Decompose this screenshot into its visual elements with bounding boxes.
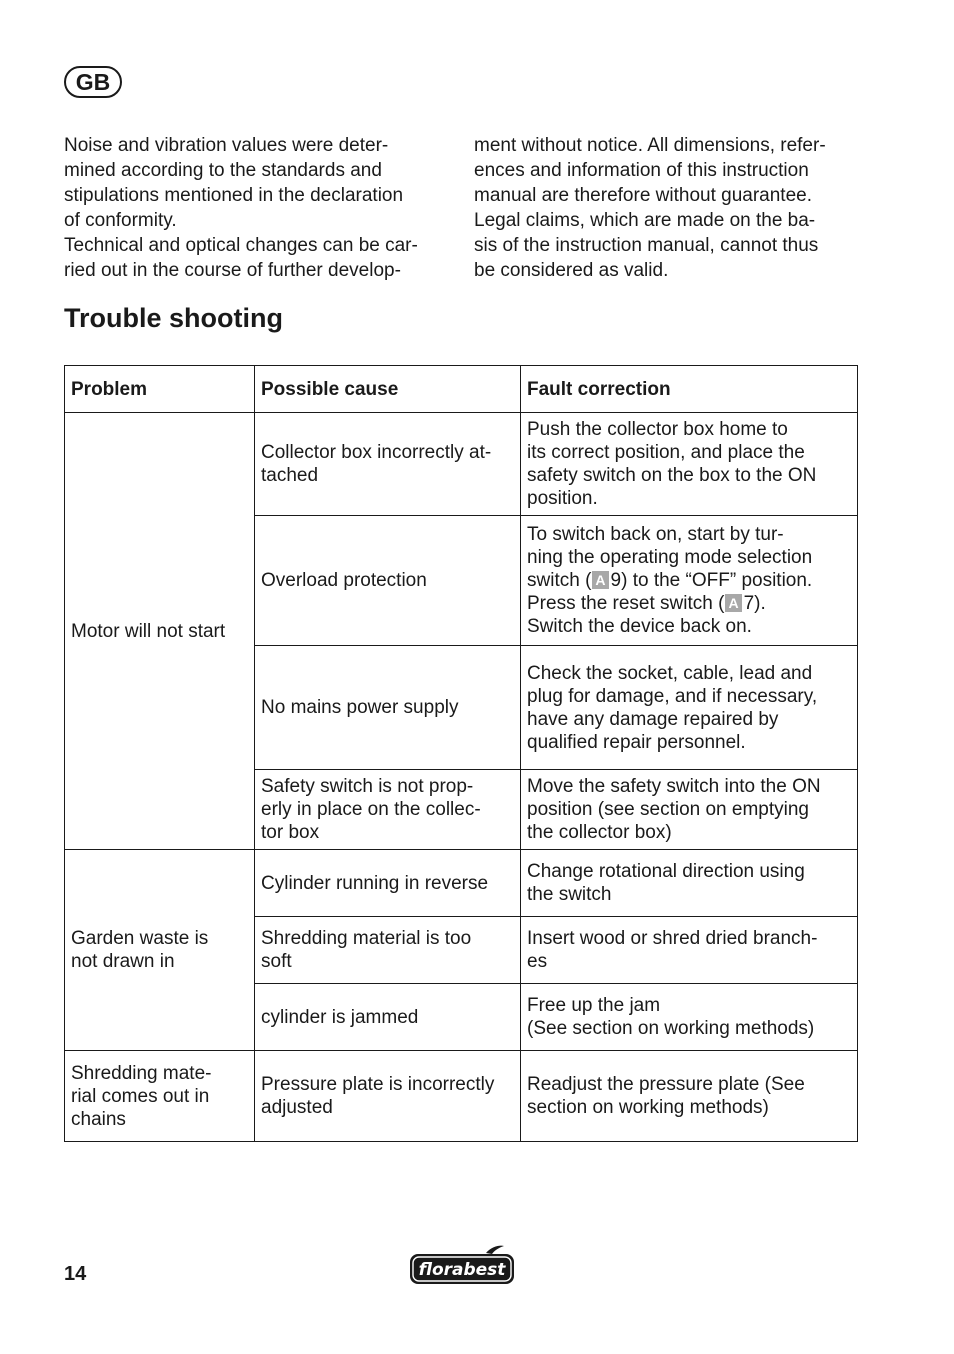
cause-cell: Collector box incorrectly at- tached	[255, 413, 521, 516]
figure-a-reference-icon: A	[725, 594, 741, 612]
intro-right-column	[474, 133, 866, 283]
table-row	[65, 413, 858, 516]
intro-line: Technical and optical changes can be car-	[64, 235, 418, 256]
troubleshooting-table	[64, 365, 858, 1142]
problem-cell: Motor will not start	[65, 413, 255, 850]
logo-leaf-icon	[486, 1246, 504, 1254]
intro-line: mined according to the standards and	[64, 160, 382, 181]
correction-line: Switch the device back on.	[527, 616, 752, 637]
correction-cell: Check the socket, cable, lead and plug for damage, and if necessary, have any damage repaired by qualified repair personnel.	[521, 646, 858, 770]
correction-cell: Insert wood or shred dried branch- es	[521, 917, 858, 984]
correction-cell	[521, 516, 858, 646]
table-row	[65, 1051, 858, 1142]
problem-cell: Shredding mate- rial comes out in chains	[65, 1051, 255, 1142]
section-title: Trouble shooting	[64, 303, 283, 333]
cause-cell: No mains power supply	[255, 646, 521, 770]
intro-line: sis of the instruction manual, cannot thus	[474, 235, 819, 256]
correction-line	[527, 592, 851, 615]
correction-line: ning the operating mode selection	[527, 547, 813, 568]
correction-cell: Move the safety switch into the ON position (see section on emptying the collector box)	[521, 770, 858, 850]
header-fault-correction: Fault correction	[521, 366, 858, 413]
intro-line: manual are therefore without guarantee.	[474, 185, 812, 206]
cause-cell: cylinder is jammed	[255, 984, 521, 1051]
cause-cell: Shredding material is too soft	[255, 917, 521, 984]
cause-cell: Cylinder running in reverse	[255, 850, 521, 917]
intro-left-column	[64, 133, 456, 283]
problem-cell: Garden waste is not drawn in	[65, 850, 255, 1051]
intro-line: Legal claims, which are made on the ba-	[474, 210, 816, 231]
figure-a-reference-icon: A	[592, 571, 608, 589]
page-number: 14	[64, 1263, 87, 1285]
correction-text: 7).	[743, 593, 766, 614]
correction-cell: Free up the jam (See section on working methods)	[521, 984, 858, 1051]
intro-line: Noise and vibration values were deter-	[64, 135, 389, 156]
intro-line: ried out in the course of further develop-	[64, 260, 401, 281]
intro-line: ences and information of this instruction	[474, 160, 809, 181]
correction-text: 9) to the “OFF” position.	[610, 570, 813, 591]
language-badge: GB	[64, 66, 122, 98]
intro-line: be considered as valid.	[474, 260, 669, 281]
table-row	[65, 850, 858, 917]
intro-line: ment without notice. All dimensions, refer-	[474, 135, 826, 156]
intro-line: of conformity.	[64, 210, 177, 231]
correction-cell: Push the collector box home to its correct position, and place the safety switch on the box to the ON position.	[521, 413, 858, 516]
correction-line: To switch back on, start by tur-	[527, 524, 784, 545]
cause-cell: Overload protection	[255, 516, 521, 646]
correction-cell: Readjust the pressure plate (See section on working methods)	[521, 1051, 858, 1142]
intro-line: stipulations mentioned in the declaration	[64, 185, 404, 206]
cause-cell: Pressure plate is incorrectly adjusted	[255, 1051, 521, 1142]
cause-cell: Safety switch is not prop- erly in place on the collec- tor box	[255, 770, 521, 850]
table-header-row	[65, 366, 858, 413]
florabest-logo	[408, 1244, 516, 1286]
correction-text: switch (	[527, 570, 592, 591]
correction-text: Press the reset switch (	[527, 593, 725, 614]
logo-text: florabest	[418, 1260, 506, 1280]
correction-cell: Change rotational direction using the switch	[521, 850, 858, 917]
header-problem: Problem	[65, 366, 255, 413]
header-possible-cause: Possible cause	[255, 366, 521, 413]
correction-line	[527, 569, 851, 592]
